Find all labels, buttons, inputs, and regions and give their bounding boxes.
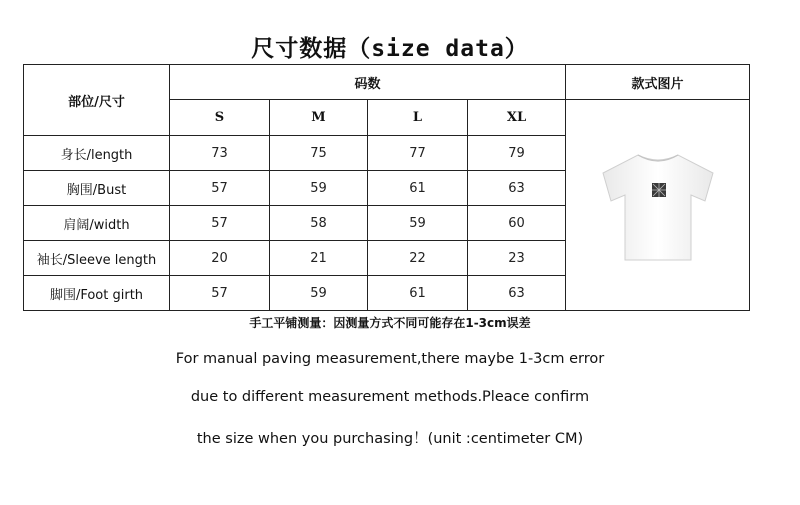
tshirt-icon [583,135,733,275]
cell-sleeve-l: 22 [368,241,468,276]
cell-length-xl: 79 [468,136,566,171]
measurement-note-line-3: the size when you purchasing！(unit :centimeter CM) [196,431,584,447]
page-title: 尺寸数据（size data） [251,36,529,62]
cell-width-m: 58 [270,206,368,241]
cell-length-l: 77 [368,136,468,171]
cell-bust-xl: 63 [468,171,566,206]
cell-bust-s: 57 [170,171,270,206]
cell-sleeve-xl: 23 [468,241,566,276]
size-chart-table [23,64,750,311]
row-label-length: 身长/length [24,136,170,171]
size-xl-header: XL [468,100,566,136]
cell-length-m: 75 [270,136,368,171]
cell-sleeve-s: 20 [170,241,270,276]
cell-foot-m: 59 [270,276,368,311]
size-s-header: S [170,100,270,136]
product-image-cell [566,100,750,311]
style-image-header: 款式图片 [566,65,750,100]
row-label-bust: 胸围/Bust [24,171,170,206]
cell-width-l: 59 [368,206,468,241]
cell-foot-l: 61 [368,276,468,311]
cell-width-s: 57 [170,206,270,241]
row-label-width: 肩阔/width [24,206,170,241]
measurement-note-line-1: For manual paving measurement,there maybe 1-3cm error [175,351,605,367]
row-label-sleeve: 袖长/Sleeve length [24,241,170,276]
size-code-header: 码数 [170,65,566,100]
measurement-note-cn: 手工平铺测量：因测量方式不同可能存在1-3cm误差 [249,316,531,330]
size-m-header: M [270,100,368,136]
part-size-header: 部位/尺寸 [24,65,170,136]
cell-bust-l: 61 [368,171,468,206]
cell-width-xl: 60 [468,206,566,241]
measurement-note-line-2: due to different measurement methods.Pleace confirm [190,389,590,405]
cell-sleeve-m: 21 [270,241,368,276]
size-l-header: L [368,100,468,136]
row-label-foot-girth: 脚围/Foot girth [24,276,170,311]
cell-foot-s: 57 [170,276,270,311]
cell-bust-m: 59 [270,171,368,206]
cell-foot-xl: 63 [468,276,566,311]
cell-length-s: 73 [170,136,270,171]
